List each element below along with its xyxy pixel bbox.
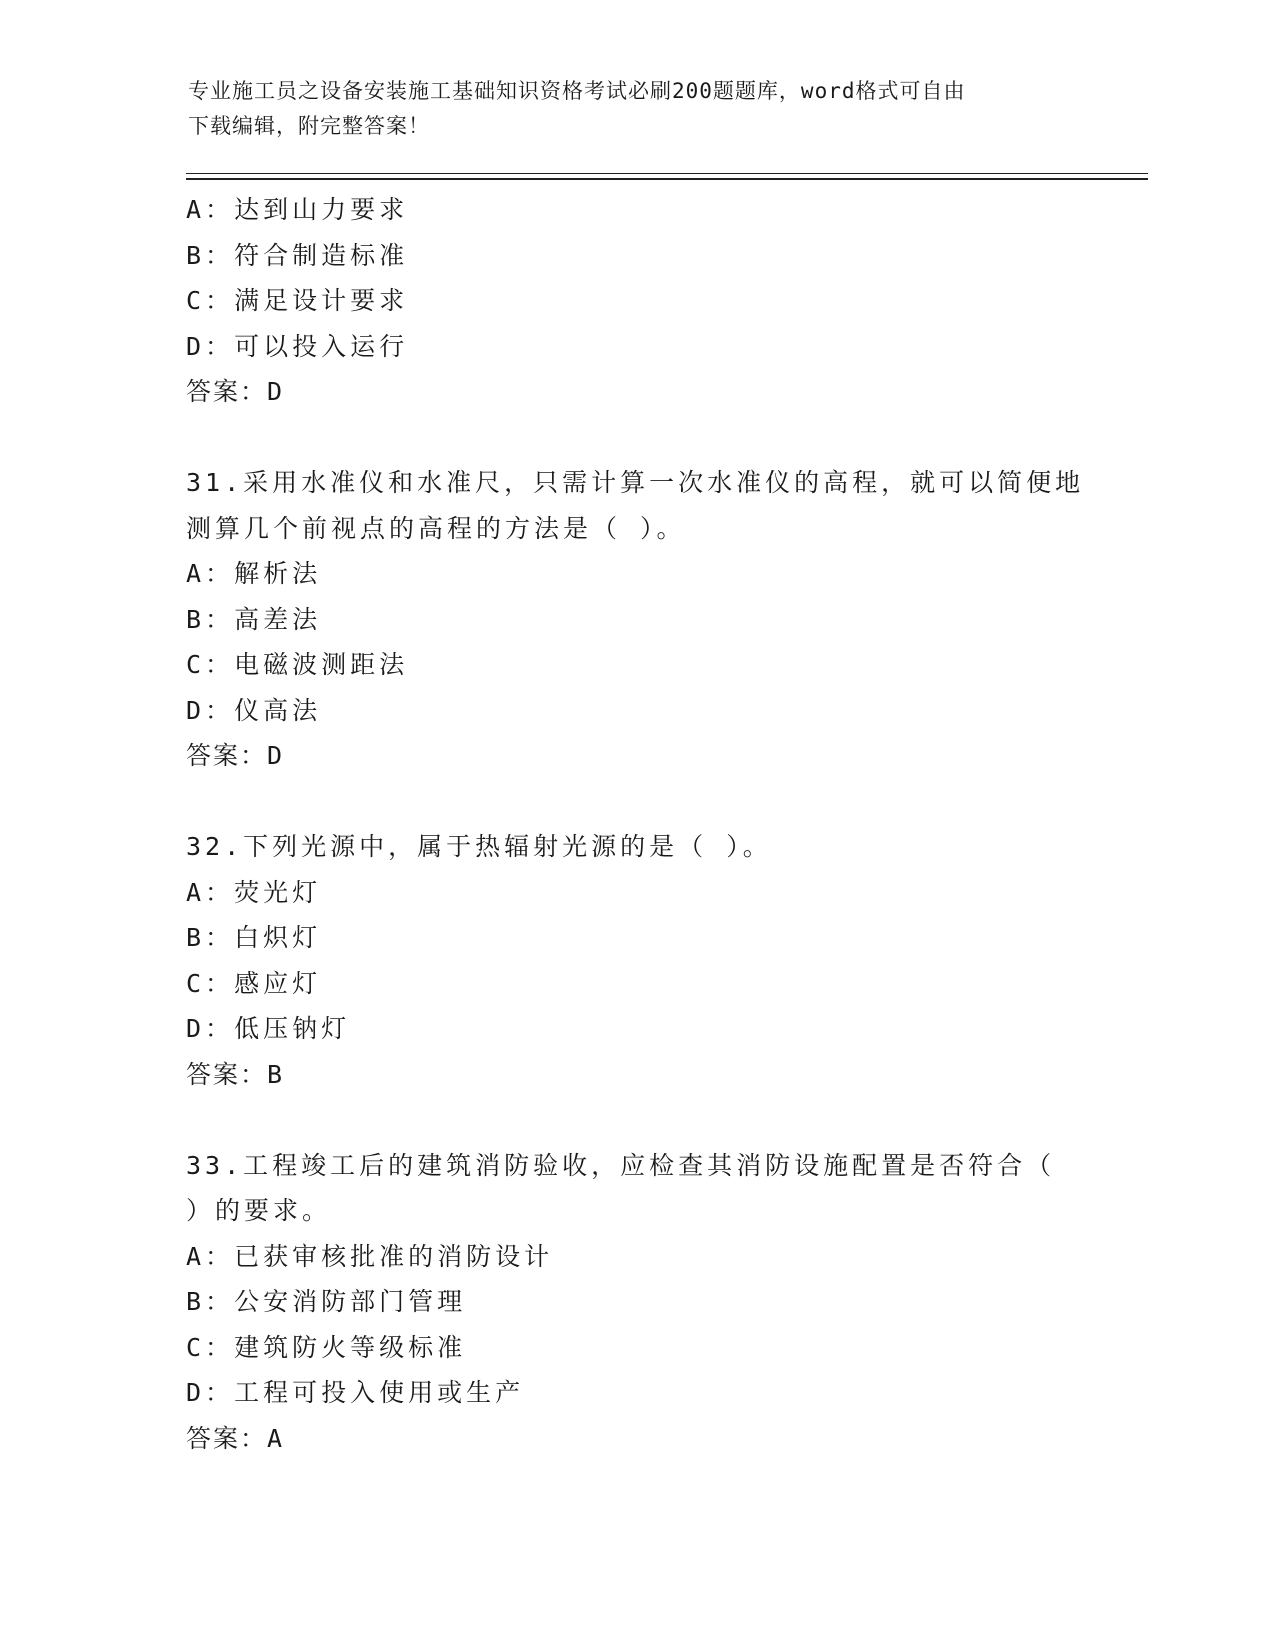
option-a: A：已获审核批准的消防设计	[186, 1241, 554, 1271]
question-list	[186, 187, 1086, 1461]
question-fragment	[186, 187, 1086, 415]
answer-line: 答案：D	[186, 741, 285, 770]
question-text-line-1: 33.工程竣工后的建筑消防验收，应检查其消防设施配置是否符合（	[186, 1150, 1056, 1180]
question-33	[186, 1143, 1086, 1462]
question-text-line-2: ）的要求。	[186, 1196, 332, 1225]
option-d: D：工程可投入使用或生产	[186, 1378, 525, 1407]
option-a: A：达到山力要求	[186, 195, 409, 224]
option-a: A：荧光灯	[186, 877, 322, 907]
answer-line: 答案：A	[186, 1423, 285, 1453]
question-text-line-1: 32.下列光源中，属于热辐射光源的是（ ）。	[186, 832, 772, 861]
header-divider-thick	[186, 178, 1148, 180]
option-d: D：可以投入运行	[186, 331, 409, 361]
question-text-line-1: 31.采用水准仪和水准尺，只需计算一次水准仪的高程，就可以简便地	[186, 468, 1085, 497]
option-c: C：感应灯	[186, 968, 322, 998]
question-31	[186, 460, 1086, 779]
option-c: C：建筑防火等级标准	[186, 1332, 467, 1362]
answer-line: 答案：B	[186, 1059, 285, 1089]
option-c: C：电磁波测距法	[186, 650, 409, 679]
option-b: B：高差法	[186, 604, 322, 634]
option-b: B：符合制造标准	[186, 240, 409, 270]
question-text-line-2: 测算几个前视点的高程的方法是（ ）。	[186, 513, 686, 543]
header-divider-thin	[186, 173, 1148, 174]
option-b: B：白炽灯	[186, 923, 322, 952]
option-d: D：仪高法	[186, 695, 322, 725]
option-d: D：低压钠灯	[186, 1014, 351, 1043]
document-header	[188, 74, 1068, 144]
header-title-line-1: 专业施工员之设备安装施工基础知识资格考试必刷200题题库，word格式可自由	[188, 79, 966, 103]
option-a: A：解析法	[186, 559, 322, 588]
answer-line: 答案：D	[186, 377, 285, 406]
question-32	[186, 824, 1086, 1097]
option-b: B：公安消防部门管理	[186, 1287, 467, 1316]
header-title-line-2: 下载编辑，附完整答案！	[188, 114, 430, 138]
option-c: C：满足设计要求	[186, 286, 409, 315]
